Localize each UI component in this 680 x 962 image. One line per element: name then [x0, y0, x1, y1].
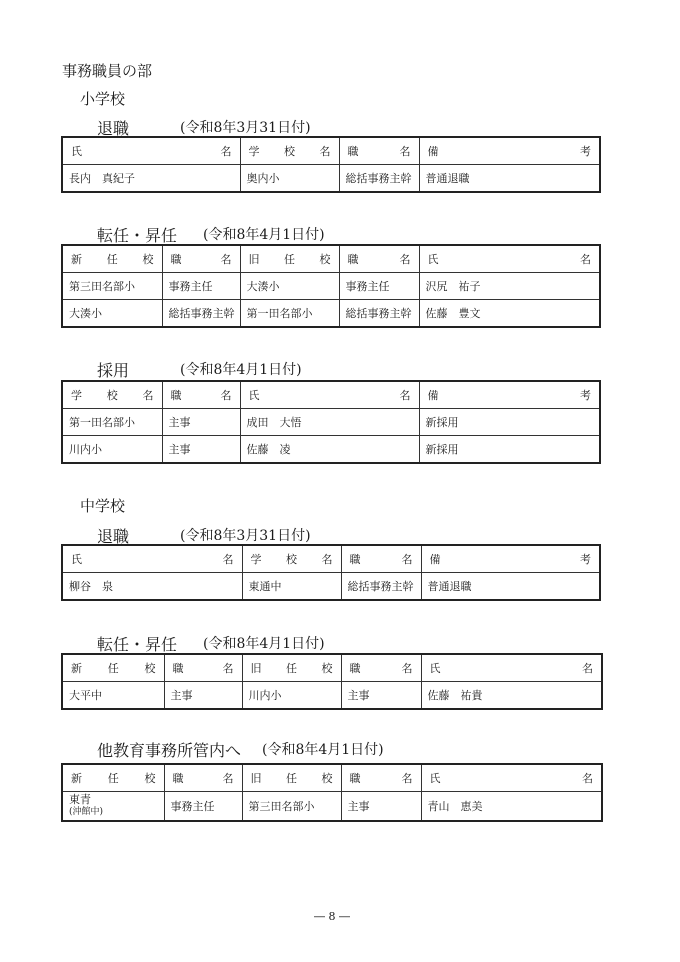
table-row	[62, 165, 600, 193]
hdr-note-a: 備	[429, 553, 441, 566]
hdr-name-a: 氏	[248, 389, 260, 402]
jr-transfer-date: (令和8年4月1日付)	[203, 636, 325, 652]
table-header-row	[62, 137, 600, 165]
hdr-name-b: 名	[582, 662, 593, 675]
hdr-new-post: 職 名	[170, 253, 232, 266]
cell-old-post: 事務主任	[339, 273, 419, 300]
table-header-row	[62, 381, 600, 409]
hdr-school: 学 校 名	[248, 145, 331, 158]
cell-school: 第一田名部小	[62, 409, 162, 436]
cell-new-post: 総括事務主幹	[162, 300, 240, 328]
hdr-name-a: 氏	[71, 553, 82, 566]
elementary-title: 小学校	[80, 90, 126, 108]
hdr-old-post: 職 名	[349, 662, 413, 675]
cell-old-post: 主事	[341, 792, 421, 822]
cell-name: 成田 大悟	[240, 409, 419, 436]
cell-new-school	[62, 792, 164, 822]
elem-hiring-table	[61, 380, 601, 464]
table-row	[62, 682, 602, 710]
cell-old-school: 川内小	[242, 682, 341, 710]
hdr-school: 学 校 名	[250, 553, 333, 566]
table-row	[62, 792, 602, 822]
cell-school: 東通中	[242, 573, 341, 601]
hdr-school: 学 校 名	[71, 389, 154, 402]
cell-post: 主事	[162, 436, 240, 464]
hdr-post: 職 名	[347, 145, 411, 158]
hdr-name-b: 名	[582, 772, 593, 785]
cell-name: 沢尻 祐子	[419, 273, 600, 300]
new-school-sub: (沖館中)	[69, 807, 104, 817]
page-number: ― 8 ―	[314, 910, 350, 923]
cell-old-school: 第一田名部小	[240, 300, 339, 328]
cell-new-post: 事務主任	[162, 273, 240, 300]
hdr-name-b: 名	[222, 553, 234, 566]
cell-school: 川内小	[62, 436, 162, 464]
hdr-note-a: 備	[427, 145, 439, 158]
cell-post: 主事	[162, 409, 240, 436]
jr-retire-title: 退職	[97, 527, 130, 546]
cell-note: 普通退職	[419, 165, 600, 193]
hdr-note-b: 考	[580, 553, 591, 566]
cell-note: 新採用	[419, 409, 600, 436]
cell-old-school: 大湊小	[240, 273, 339, 300]
hdr-name-a: 氏	[429, 662, 441, 675]
hdr-note-a: 備	[427, 389, 439, 402]
elem-retire-table	[61, 136, 601, 193]
hdr-post: 職 名	[170, 389, 232, 402]
hdr-name-b: 名	[580, 253, 591, 266]
hdr-name-a: 氏	[427, 253, 439, 266]
hdr-note-b: 考	[580, 145, 591, 158]
cell-note: 普通退職	[421, 573, 600, 601]
elem-transfer-table	[61, 244, 601, 328]
hdr-name-b: 名	[399, 389, 411, 402]
hdr-note-b: 考	[580, 389, 591, 402]
table-row	[62, 409, 600, 436]
elem-retire-title: 退職	[97, 119, 130, 138]
hdr-new-school: 新 任 校	[71, 772, 156, 785]
hdr-name-a: 氏	[71, 145, 82, 158]
hdr-new-school: 新 任 校	[71, 662, 156, 675]
hdr-post: 職 名	[349, 553, 413, 566]
elem-hiring-date: (令和8年4月1日付)	[180, 362, 302, 378]
table-row	[62, 273, 600, 300]
table-header-row	[62, 654, 602, 682]
cell-post: 総括事務主幹	[341, 573, 421, 601]
other-title: 他教育事務所管内へ	[97, 741, 242, 760]
jr-transfer-title: 転任・昇任	[97, 635, 178, 654]
cell-name: 佐藤 祐貴	[421, 682, 602, 710]
hdr-old-post: 職 名	[347, 253, 411, 266]
jr-transfer-table	[61, 653, 603, 710]
elem-retire-date: (令和8年3月31日付)	[180, 120, 311, 136]
cell-name: 佐藤 凌	[240, 436, 419, 464]
cell-post: 総括事務主幹	[339, 165, 419, 193]
hdr-old-school: 旧 任 校	[248, 253, 331, 266]
table-header-row	[62, 545, 600, 573]
cell-old-post: 総括事務主幹	[339, 300, 419, 328]
cell-old-post: 主事	[341, 682, 421, 710]
cell-school: 奥内小	[240, 165, 339, 193]
table-header-row	[62, 764, 602, 792]
jr-retire-date: (令和8年3月31日付)	[180, 528, 311, 544]
table-header-row	[62, 245, 600, 273]
table-row	[62, 300, 600, 328]
hdr-name-a: 氏	[429, 772, 441, 785]
elem-transfer-date: (令和8年4月1日付)	[203, 227, 325, 243]
table-row	[62, 573, 600, 601]
cell-old-school: 第三田名部小	[242, 792, 341, 822]
cell-name: 佐藤 豊文	[419, 300, 600, 328]
elem-hiring-title: 採用	[97, 361, 130, 380]
new-school-main: 東青	[69, 793, 91, 806]
cell-new-post: 事務主任	[164, 792, 242, 822]
cell-name: 青山 恵美	[421, 792, 602, 822]
other-table	[61, 763, 603, 822]
hdr-old-school: 旧 任 校	[250, 772, 333, 785]
table-row	[62, 436, 600, 464]
other-date: (令和8年4月1日付)	[262, 742, 384, 758]
cell-new-school: 大平中	[62, 682, 164, 710]
hdr-new-post: 職 名	[172, 662, 234, 675]
cell-name: 長内 真紀子	[62, 165, 240, 193]
jr-retire-table	[61, 544, 601, 601]
cell-new-school: 第三田名部小	[62, 273, 162, 300]
hdr-old-post: 職 名	[349, 772, 413, 785]
division-title: 事務職員の部	[62, 62, 153, 80]
hdr-new-school: 新 任 校	[71, 253, 154, 266]
junior-title: 中学校	[80, 497, 126, 515]
hdr-name-b: 名	[220, 145, 232, 158]
elem-transfer-title: 転任・昇任	[97, 226, 178, 245]
cell-new-post: 主事	[164, 682, 242, 710]
hdr-new-post: 職 名	[172, 772, 234, 785]
cell-name: 柳谷 泉	[62, 573, 242, 601]
hdr-old-school: 旧 任 校	[250, 662, 333, 675]
cell-note: 新採用	[419, 436, 600, 464]
cell-new-school: 大湊小	[62, 300, 162, 328]
